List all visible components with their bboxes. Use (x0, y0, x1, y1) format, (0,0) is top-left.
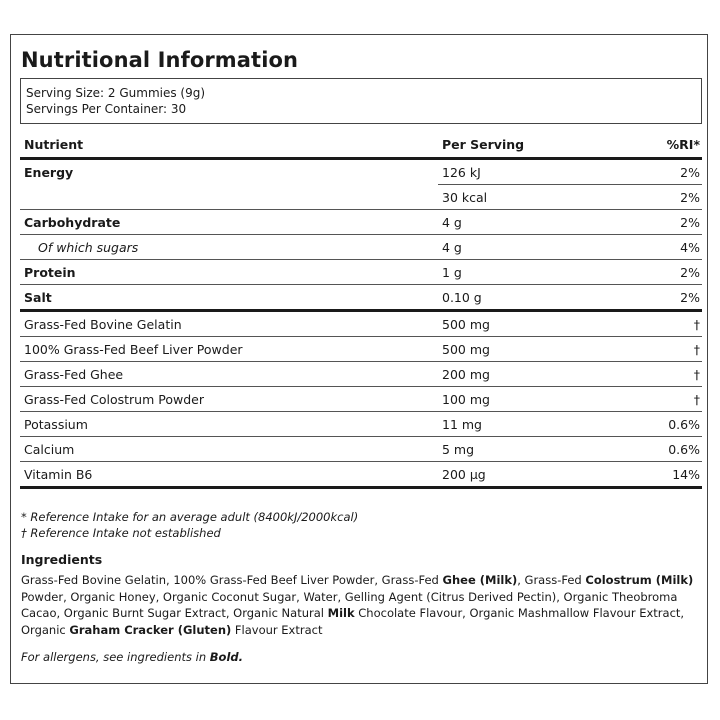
row-label-carbohydrate: Carbohydrate (20, 210, 438, 235)
row-value: 500 mg (438, 337, 636, 362)
nutrition-table (20, 131, 702, 489)
allergen-prefix: For allergens, see ingredients in (21, 650, 210, 664)
table-row-protein (20, 260, 702, 285)
ingredient-segment: Flavour Extract (231, 622, 323, 637)
row-ri: † (636, 311, 702, 337)
header-nutrient: Nutrient (20, 131, 438, 159)
serving-info-box (20, 78, 702, 124)
serving-size: Serving Size: 2 Gummies (9g) (26, 86, 206, 100)
row-label: Grass-Fed Ghee (20, 362, 438, 387)
row-value: 200 mg (438, 362, 636, 387)
row-ri: 14% (636, 462, 702, 488)
header-per-serving: Per Serving (438, 131, 636, 159)
table-header-row (20, 131, 702, 159)
row-value: 100 mg (438, 387, 636, 412)
table-row (20, 362, 702, 387)
row-value: 5 mg (438, 437, 636, 462)
page-title: Nutritional Information (21, 48, 299, 72)
ingredient-allergen: Colostrum (Milk) (585, 573, 694, 587)
row-label: 100% Grass-Fed Beef Liver Powder (20, 337, 438, 362)
table-row-carbohydrate (20, 210, 702, 235)
row-value: 500 mg (438, 311, 636, 337)
row-label: Vitamin B6 (20, 462, 438, 488)
ingredients-title: Ingredients (21, 552, 103, 567)
ingredient-allergen: Ghee (Milk) (442, 573, 518, 587)
table-row (20, 462, 702, 488)
table-row-energy-kcal (20, 185, 702, 210)
footnote-not-established: † Reference Intake not established (21, 526, 221, 540)
table-row (20, 337, 702, 362)
allergen-note (21, 650, 243, 664)
row-ri-carbohydrate: 2% (636, 210, 702, 235)
servings-per-container: Servings Per Container: 30 (26, 102, 187, 116)
row-label: Grass-Fed Bovine Gelatin (20, 311, 438, 337)
row-label: Calcium (20, 437, 438, 462)
row-label: Grass-Fed Colostrum Powder (20, 387, 438, 412)
row-label-protein: Protein (20, 260, 438, 285)
row-ri: 0.6% (636, 437, 702, 462)
row-value-protein: 1 g (438, 260, 636, 285)
table-row (20, 437, 702, 462)
nutrition-panel (10, 34, 708, 684)
row-label-empty (20, 185, 438, 210)
footnotes (21, 509, 358, 541)
row-label-sugars: Of which sugars (20, 235, 438, 260)
row-label-energy: Energy (24, 164, 74, 180)
row-ri-protein: 2% (636, 260, 702, 285)
table-row-salt (20, 285, 702, 311)
row-ri-salt: 2% (636, 285, 702, 311)
row-value-carbohydrate: 4 g (438, 210, 636, 235)
footnote-ri: * Reference Intake for an average adult (8400kJ/2000kcal) (21, 510, 359, 524)
row-ri-sugars: 4% (636, 235, 702, 260)
ingredient-allergen: Milk (327, 606, 355, 620)
table-row (20, 412, 702, 437)
row-ri: † (636, 387, 702, 412)
row-value-sugars: 4 g (438, 235, 636, 260)
ingredient-segment: , Grass-Fed (517, 573, 586, 587)
row-value: 11 mg (438, 412, 636, 437)
table-row (20, 311, 702, 337)
ingredient-allergen: Graham Cracker (Gluten) (69, 622, 232, 637)
row-value-energy-kcal: 30 kcal (438, 185, 636, 210)
table-row-sugars (20, 235, 702, 260)
row-label: Potassium (20, 412, 438, 437)
row-value-energy-kj: 126 kJ (438, 159, 636, 185)
row-ri-energy-kcal: 2% (636, 185, 702, 210)
table-row (20, 387, 702, 412)
ingredient-segment: Grass-Fed Bovine Gelatin, 100% Grass-Fed Beef Liver Powder, Grass-Fed (21, 573, 443, 587)
row-ri: † (636, 362, 702, 387)
ingredient-segment: Powder, Organic Honey, Organic Coconut Sugar, Water, Gelling Agent (Citrus Derived Pectin), Organic Theobroma Cacao, Organic Burnt Sugar Extract, Organic Natural (21, 589, 678, 620)
row-ri: 0.6% (636, 412, 702, 437)
ingredients-text (21, 572, 705, 638)
row-label-salt: Salt (20, 285, 438, 311)
allergen-bold: Bold. (209, 650, 243, 664)
table-row-energy-kj (20, 159, 702, 185)
header-ri: %RI* (636, 131, 702, 159)
row-value-salt: 0.10 g (438, 285, 636, 311)
row-ri: † (636, 337, 702, 362)
ingredient-segment: Chocolate Flavour, Organic Mashmallow Flavour Extract, Organic (21, 606, 685, 637)
row-ri-energy-kj: 2% (636, 159, 702, 185)
row-value: 200 µg (438, 462, 636, 488)
